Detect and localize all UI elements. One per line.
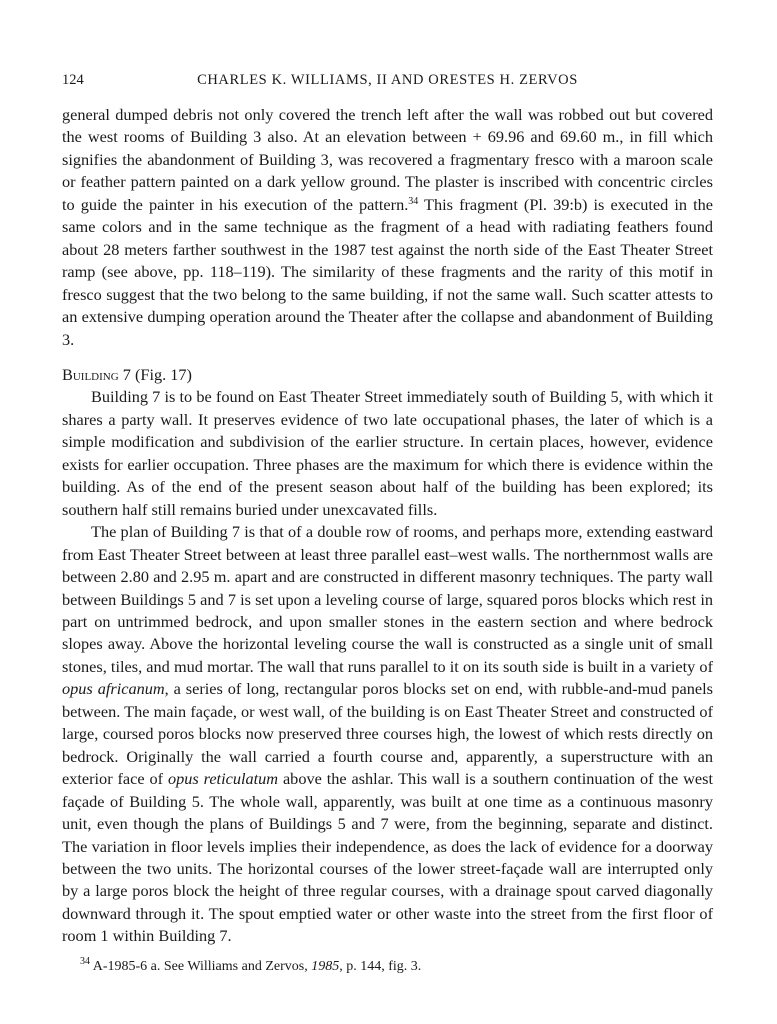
footnote-text: A-1985-6 a. See Williams and Zervos,	[90, 958, 312, 974]
body-text	[62, 104, 713, 948]
footnote-text: , p. 144, fig. 3.	[339, 958, 422, 974]
footnote-number: 34	[80, 955, 90, 967]
text-run: The plan of Building 7 is that of a double row of rooms, and perhaps more, extending eastward from East Theater Street between at least three parallel east–west walls. The northernmost walls are between 2.80 and 2.95 m. apart and are constructed in different masonry techniques. The party wall between Buildings 5 and 7 is set upon a leveling course of large, squared poros blocks which rest in part on untrimmed bedrock, and upon smaller stones in the eastern section and where bedrock slopes away. Above the horizontal leveling course the wall is constructed as a single unit of small stones, tiles, and mud mortar. The wall that runs parallel to it on its south side is built in a variety of	[62, 522, 713, 676]
paragraph-building-7-plan	[62, 521, 713, 948]
paragraph-fresco-debris	[62, 104, 713, 351]
running-title: CHARLES K. WILLIAMS, II AND ORESTES H. ZERVOS	[197, 72, 578, 88]
page	[62, 72, 713, 976]
running-head	[62, 72, 713, 96]
text-run: general dumped debris not only covered the trench left after the wall was robbed out but covered the west rooms of Building 3 also. At an elevation between + 69.96 and 69.60 m., in fill which signifies the abandonment of Building 3, was recovered a fragmentary fresco with a maroon scale or feather pattern painted on a dark yellow ground. The plaster is inscribed with concentric circles to guide the painter in his execution of the pattern.	[62, 105, 713, 214]
italic-term: opus africanum	[62, 679, 165, 699]
section-heading	[62, 364, 713, 386]
text-run: This fragment (Pl. 39:b) is executed in the same colors and in the same technique as the fragment of a head with radiating feathers found about 28 meters farther southwest in the 1987 test against the north side of the East Theater Street ramp (see above, pp. 118–119). The similarity of these fragments and the rarity of this motif in fresco suggest that the two belong to the same building, if not the same wall. Such scatter attests to an extensive dumping operation around the Theater after the collapse and abandonment of Building 3.	[62, 194, 713, 349]
text-run: , a series of long, rectangular poros blocks set on end, with rubble-and-mud panels between. The main façade, or west wall, of the building is on East Theater Street and constructed of large, coursed poros blocks now preserved three courses high, the lowest of which rests directly on bedrock. Originally the wall carried a fourth course and, apparently, a superstructure with an exterior face of	[62, 679, 713, 789]
text-run: above the ashlar. This wall is a southern continuation of the west façade of Building 5. The whole wall, apparently, was built at one time as a continuous masonry unit, even though the plans of Buildings 5 and 7 were, from the beginning, separate and distinct. The variation in floor levels implies their independence, as does the lack of evidence for a doorway between the two units. The horizontal courses of the lower street-façade wall are interrupted only by a large poros block the height of three regular courses, with a drainage spout carved diagonally downward through it. The spout emptied water or other waste into the street from the first floor of room 1 within Building 7.	[62, 769, 714, 946]
paragraph-building-7-intro: Building 7 is to be found on East Theater Street immediately south of Building 5, with which it shares a party wall. It preserves evidence of two late occupational phases, the later of which is a simple modification and subdivision of the earlier structure. In certain places, however, evidence exists for earlier occupation. Three phases are the maximum for which there is evidence within the building. As of the end of the present season about half of the building has been explored; its southern half still remains buried under unexcavated fills.	[62, 387, 713, 519]
heading-rest: 7 (Fig. 17)	[118, 364, 192, 384]
footnote-italic: 1985	[311, 958, 340, 974]
page-number: 124	[62, 72, 84, 88]
footnote	[62, 955, 713, 976]
footnote-ref: 34	[408, 195, 419, 207]
heading-small-caps: Building	[62, 364, 119, 384]
italic-term: opus reticulatum	[167, 769, 279, 789]
